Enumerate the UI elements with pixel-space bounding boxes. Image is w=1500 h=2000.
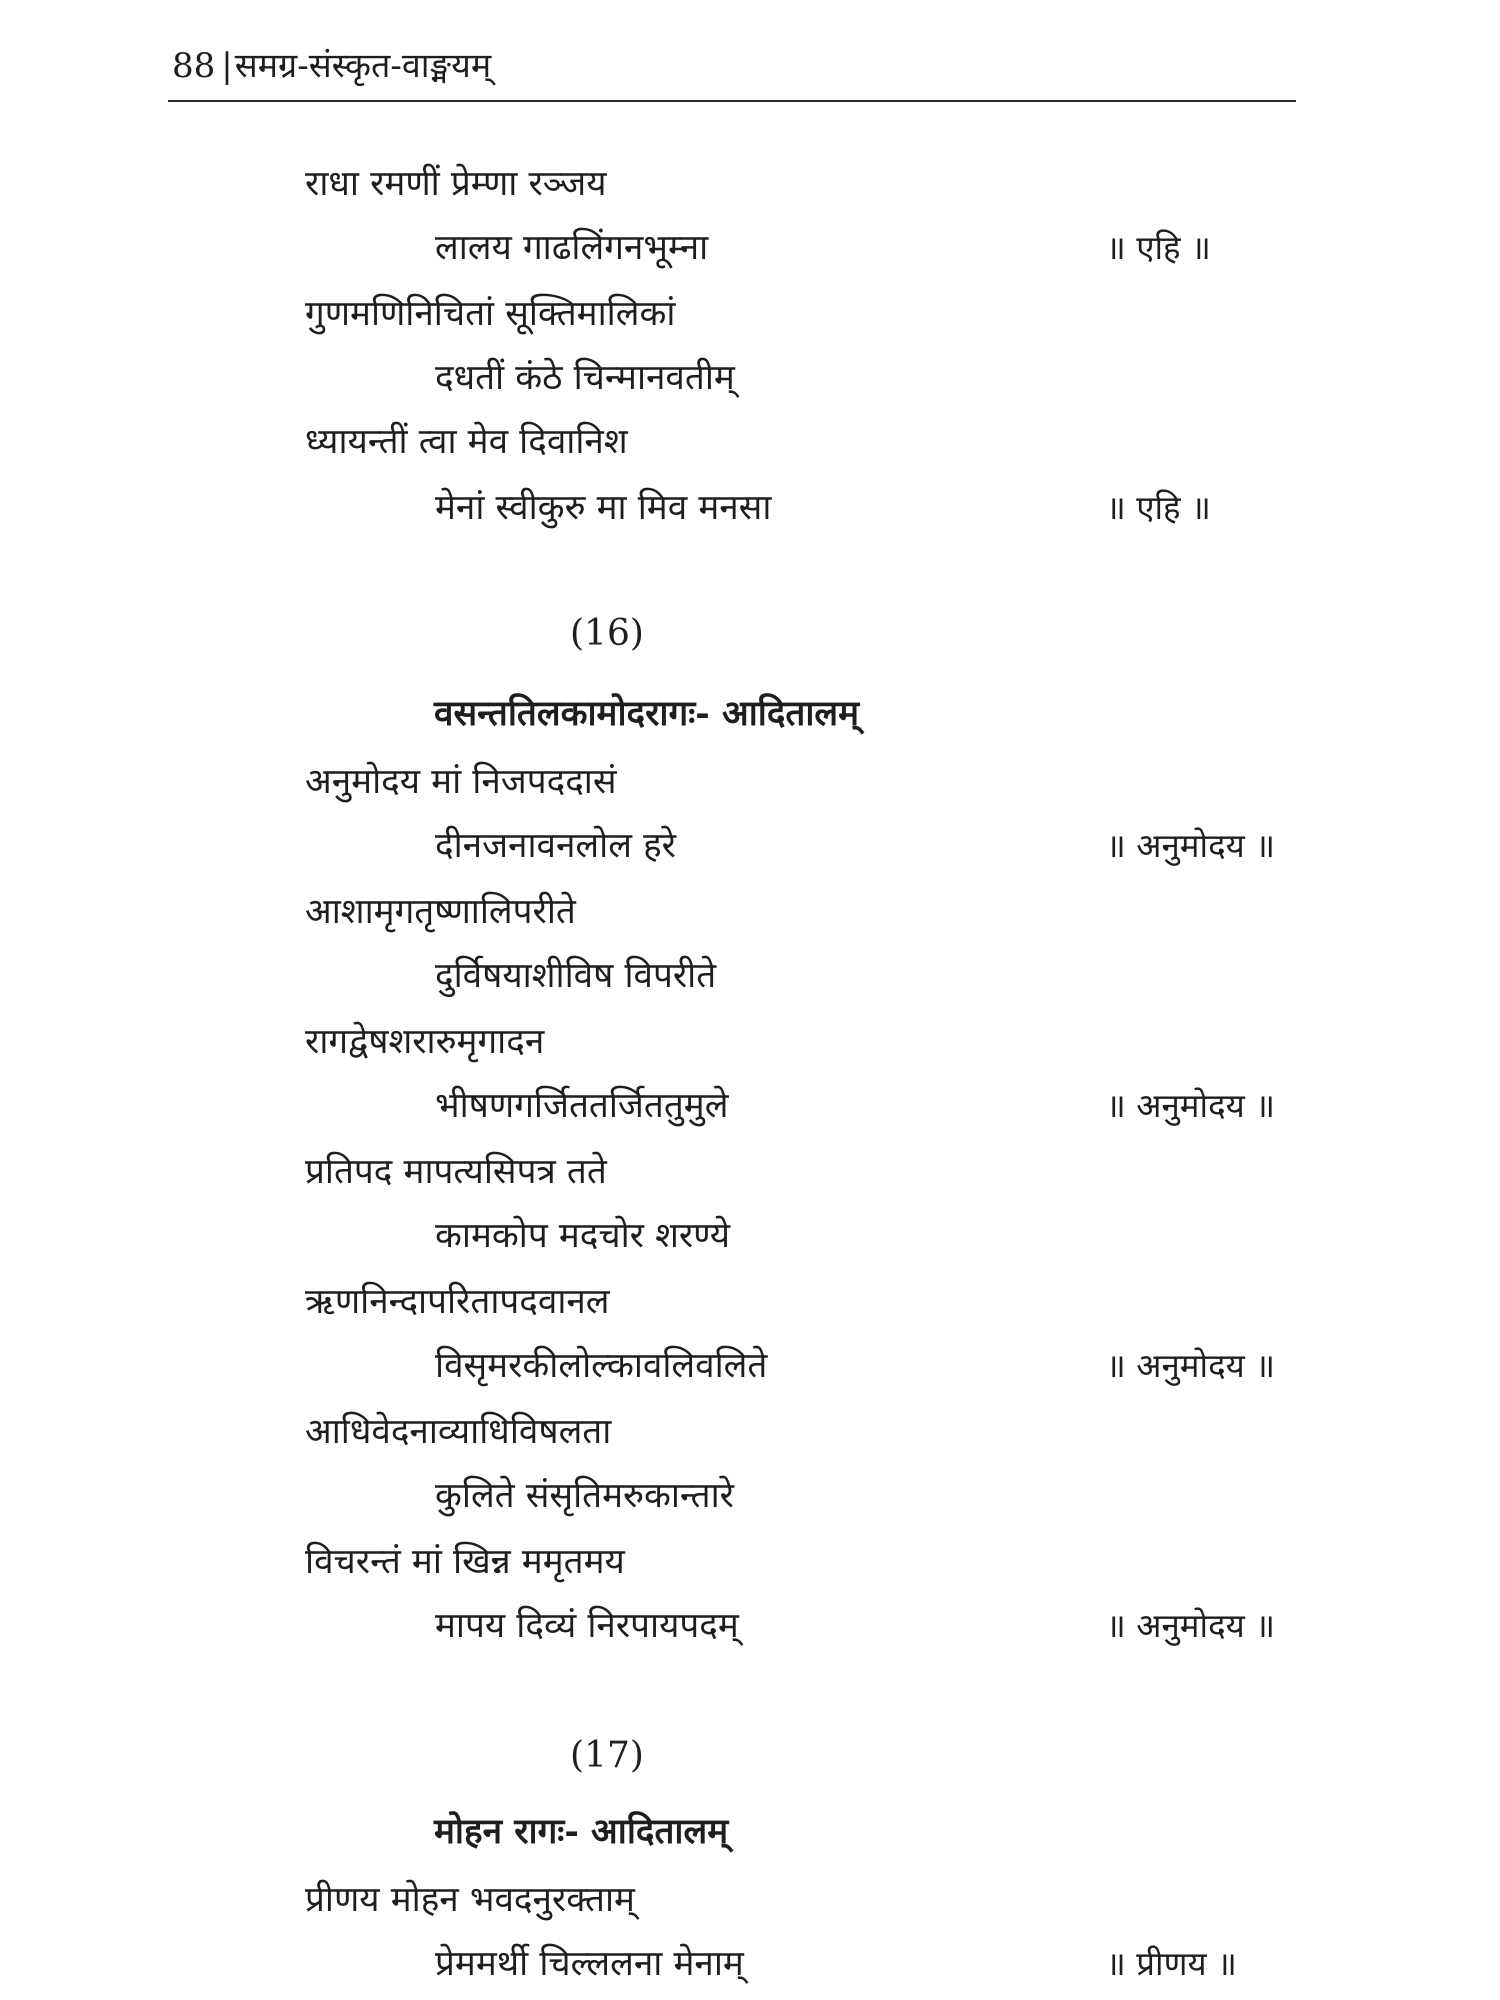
verse-line: ध्यायन्तीं त्वा मेव दिवानिश [305, 422, 628, 462]
book-title: समग्र-संस्कृत-वाङ्मयम् [234, 46, 492, 86]
refrain-marker: ॥ अनुमोदय ॥ [1106, 1346, 1275, 1385]
verse-line: दधतीं कंठे चिन्मानवतीम् [435, 358, 735, 398]
verse-line: दीनजनावनलोल हरे [435, 826, 676, 866]
verse-line: प्रेममर्थी चिल्ललना मेनाम् [435, 1944, 744, 1984]
verse-line: रागद्वेषशरारुमृगादन [305, 1022, 545, 1062]
section-number: (16) [570, 613, 644, 654]
section-number: (17) [570, 1735, 644, 1776]
header-separator: | [221, 46, 233, 86]
refrain-marker: ॥ अनुमोदय ॥ [1106, 826, 1275, 865]
section-title: मोहन रागः- आदितालम् [434, 1811, 729, 1852]
section-title: वसन्ततिलकामोदरागः- आदितालम् [434, 693, 860, 734]
running-header [172, 44, 491, 88]
verse-line: मापय दिव्यं निरपायपदम् [435, 1606, 739, 1646]
header-rule [168, 100, 1296, 102]
verse-line: विचरन्तं मां खिन्न ममृतमय [305, 1542, 625, 1582]
refrain-marker: ॥ एहि ॥ [1106, 228, 1211, 267]
refrain-marker: ॥ एहि ॥ [1106, 488, 1211, 527]
refrain-marker: ॥ अनुमोदय ॥ [1106, 1086, 1275, 1125]
refrain-marker: ॥ प्रीणय ॥ [1106, 1944, 1237, 1983]
verse-line: भीषणगर्जिततर्जिततुमुले [435, 1086, 729, 1126]
verse-line: राधा रमणीं प्रेम्णा रञ्जय [305, 164, 607, 204]
page-number: 88 [172, 46, 216, 86]
verse-line: कुलिते संसृतिमरुकान्तारे [435, 1476, 735, 1516]
verse-line: गुणमणिनिचितां सूक्तिमालिकां [305, 294, 676, 334]
verse-line: प्रीणय मोहन भवदनुरक्ताम् [305, 1880, 635, 1920]
verse-line: आशामृगतृष्णालिपरीते [305, 892, 576, 932]
verse-line: आधिवेदनाव्याधिविषलता [305, 1412, 612, 1452]
verse-line: प्रतिपद मापत्यसिपत्र तते [305, 1152, 607, 1192]
verse-line: कामकोप मदचोर शरण्ये [435, 1216, 731, 1256]
verse-line: दुर्विषयाशीविष विपरीते [435, 956, 717, 996]
refrain-marker: ॥ अनुमोदय ॥ [1106, 1606, 1275, 1645]
verse-line: लालय गाढलिंगनभूम्ना [435, 228, 709, 268]
verse-line: ऋणनिन्दापरितापदवानल [305, 1282, 610, 1322]
verse-line: मेनां स्वीकुरु मा मिव मनसा [435, 488, 772, 528]
verse-line: विसृमरकीलोल्कावलिवलिते [435, 1346, 768, 1386]
verse-line: अनुमोदय मां निजपददासं [305, 762, 617, 802]
